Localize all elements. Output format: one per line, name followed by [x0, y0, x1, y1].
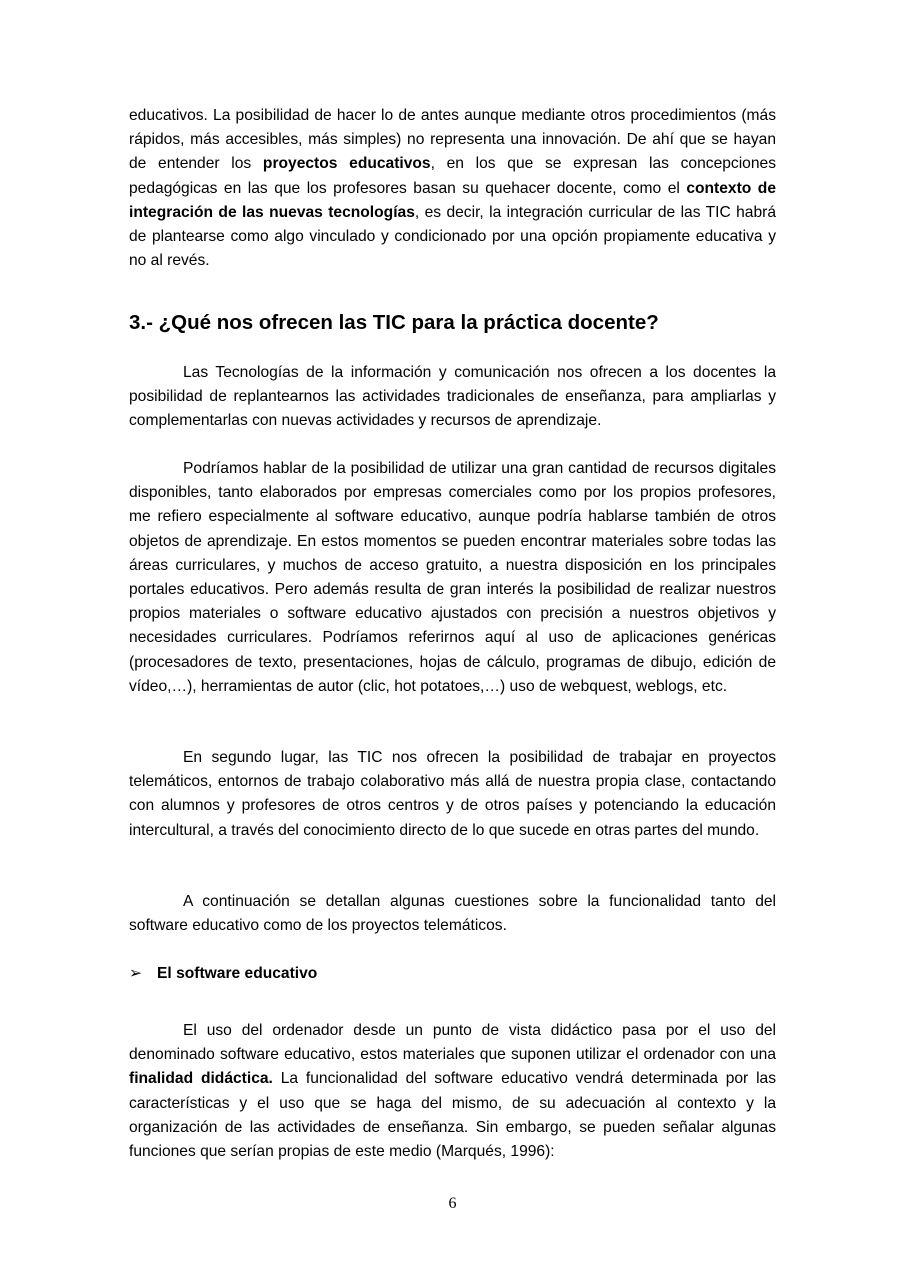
- intro-bold-1: proyectos educativos: [262, 155, 431, 173]
- bullet-label: El software educativo: [157, 965, 318, 982]
- arrow-bullet-icon: ➢: [129, 965, 143, 982]
- paragraph-digital-resources: Podríamos hablar de la posibilidad de utilizar una gran cantidad de recursos digitales disponibles, tanto elaborados por empresas comerciales como por los propios profesores, me refiero especialmente al software educativo, aunque podría hablarse también de otros objetos de aprendizaje. En estos momentos se pueden encontrar materiales sobre todas las áreas curriculares, y muchos de acceso gratuito, a nuestra disposición en los principales portales educativos. Pero además resulta de gran interés la posibilidad de realizar nuestros propios materiales o software educativo ajustados con precisión a nuestros objetivos y necesidades curriculares. Podríamos referirnos aquí al uso de aplicaciones genéricas (procesadores de texto, presentaciones, hojas de cálculo, programas de dibujo, edición de vídeo,…), herramientas de autor (clic, hot potatoes,…) uso de webquest, weblogs, etc.: [129, 460, 776, 695]
- final-text-1: El uso del ordenador desde un punto de vista didáctico pasa por el uso del denominado software educativo, estos materiales que suponen utilizar el ordenador con una: [129, 1022, 776, 1064]
- intro-paragraph: [129, 104, 776, 273]
- section-heading: 3.- ¿Qué nos ofrecen las TIC para la práctica docente?: [129, 311, 659, 334]
- final-text-2: La funcionalidad del software educativo vendrá determinada por las características y el uso que se haga del mismo, de su adecuación al contexto y la organización de las actividades de enseñanza. Sin embargo, se pueden señalar algunas funciones que serían propias de este medio (Marqués, 1996):: [129, 1070, 777, 1161]
- final-bold-1: finalidad didáctica.: [129, 1070, 273, 1088]
- intro-text-3: , es decir, la integración curricular de las TIC habrá de plantearse como algo vinculado y condicionado por una opción propiamente educativa y no al revés.: [129, 203, 776, 270]
- intro-text-2: , en los que se expresan las concepciones pedagógicas en las que los profesores basan su quehacer docente, como el: [129, 155, 776, 197]
- paragraph-functionality-intro: A continuación se detallan algunas cuestiones sobre la funcionalidad tanto del software educativo como de los proyectos telemáticos.: [129, 893, 776, 935]
- intro-text-1: educativos. La posibilidad de hacer lo de antes aunque mediante otros procedimientos (más rápidos, más accesibles, más simples) no representa una innovación. De ahí que se hayan de entender los: [129, 107, 776, 173]
- paragraph-tic-offer: Las Tecnologías de la información y comunicación nos ofrecen a los docentes la posibilidad de replantearnos las actividades tradicionales de enseñanza, para ampliarlas y complementarlas con nuevas actividades y recursos de aprendizaje.: [129, 364, 776, 430]
- bullet-software-educativo: [129, 962, 317, 986]
- page-number: 6: [448, 1195, 457, 1212]
- intro-bold-2: contexto de integración de las nuevas tecnologías: [129, 179, 776, 221]
- paragraph-telematic-projects: En segundo lugar, las TIC nos ofrecen la posibilidad de trabajar en proyectos telemáticos, entornos de trabajo colaborativo más allá de nuestra propia clase, contactando con alumnos y profesores de otros centros y de otros países y potenciando la educación intercultural, a través del conocimiento directo de lo que sucede en otras partes del mundo.: [129, 749, 776, 839]
- paragraph-software-use: [129, 1019, 776, 1164]
